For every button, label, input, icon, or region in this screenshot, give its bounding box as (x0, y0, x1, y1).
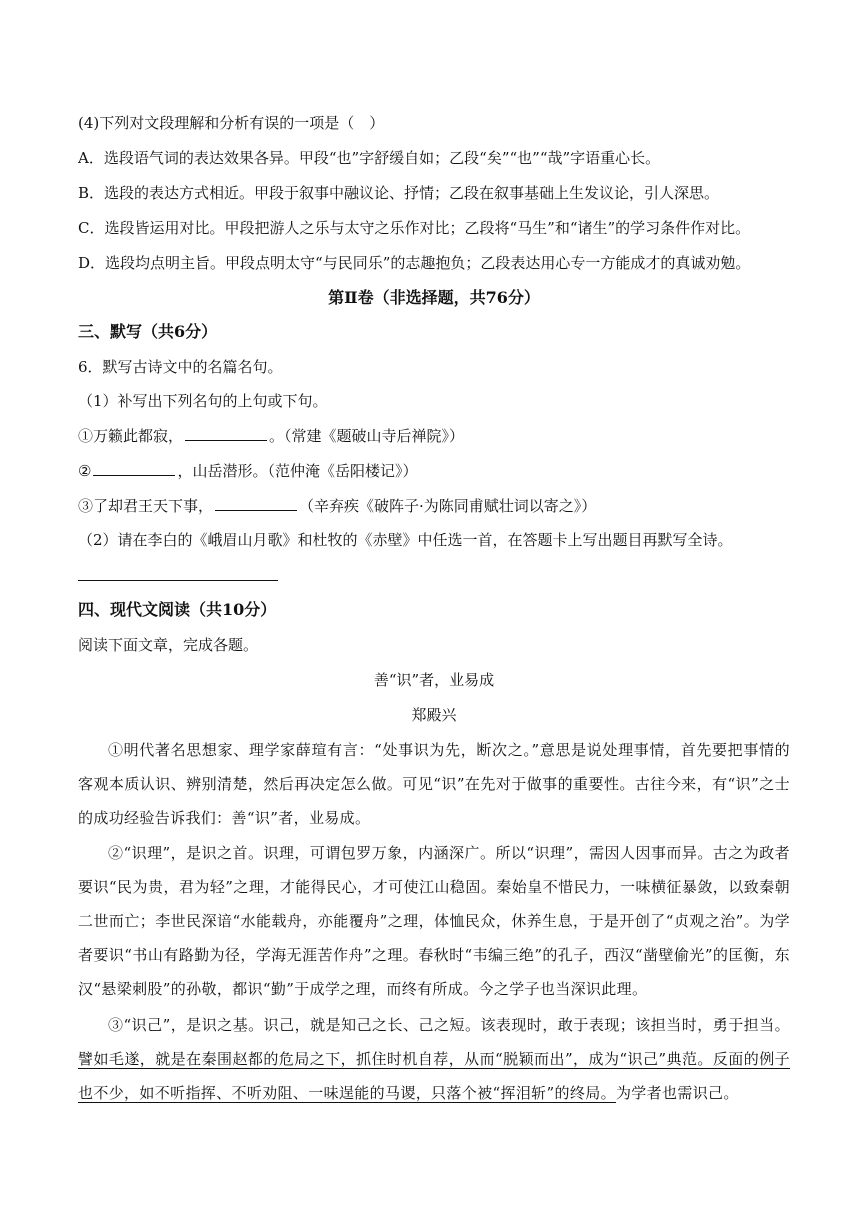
option-b: B．选段的表达方式相近。甲段于叙事中融议论、抒情；乙段在叙事基础上生发议论，引人深思。 (78, 184, 720, 202)
fill-item-2-prefix: ② (78, 462, 92, 480)
fill-item-2-suffix: ，山岳潜形。（范仲淹《岳阳楼记》） (177, 462, 418, 480)
question-6: 6．默写古诗文中的名篇名句。 (78, 358, 283, 376)
option-c: C．选段皆运用对比。甲段把游人之乐与太守之乐作对比；乙段将“马生”和“诸生”的学习条件作对比。 (78, 219, 751, 237)
answer-blank-1[interactable] (185, 426, 267, 441)
paragraph-3-end: 为学者也需识己。 (615, 1084, 739, 1102)
article-author: 郑殿兴 (411, 706, 457, 724)
divider-line (78, 580, 278, 581)
article-paragraph-1: ①明代著名思想家、理学家薛瑄有言：“处事识为先，断次之。”意思是说处理事情，首先要把事情的客观本质认识、辨别清楚，然后再决定怎么做。可见“识”在先对于做事的重要性。古往今来，有“识”之士的成功经验告诉我们：善“识”者，业易成。 (78, 741, 790, 827)
fill-item-3 (78, 496, 596, 516)
reading-instruction: 阅读下面文章，完成各题。 (78, 636, 259, 654)
fill-item-3-suffix: （辛弃疾《破阵子·为陈同甫赋壮词以寄之》） (299, 497, 597, 515)
answer-blank-2[interactable] (93, 461, 175, 476)
section-3-title: 三、默写（共6分） (78, 322, 218, 341)
part-2-title: 第Ⅱ卷（非选择题，共76分） (328, 288, 540, 307)
paragraph-3-intro: ③“识己”，是识之基。识己，就是知己之长、己之短。该表现时，敢于表现；该担当时，勇于担当。 (108, 1016, 790, 1034)
option-a: A．选段语气词的表达效果各异。甲段“也”字舒缓自如；乙段“矣”“也”“哉”字语重心长。 (78, 149, 661, 167)
paragraph-3-underlined: 譬如毛遂，就是在秦围赵都的危局之下，抓住时机自荐，从而“脱颖而出”，成为“识己”典范。反面的例子也不少，如不听指挥、不听劝阻、一味逞能的马谡，只落个被“挥泪斩”的终局。 (78, 1050, 790, 1102)
article-paragraph-2: ②“识理”，是识之首。识理，可谓包罗万象，内涵深广。所以“识理”，需因人因事而异。古之为政者要识“民为贵，君为轻”之理，才能得民心，才可使江山稳固。秦始皇不惜民力，一味横征暴敛，以致秦朝二世而亡；李世民深谙“水能载舟，亦能覆舟”之理，体恤民众，休养生息，于是开创了“贞观之治”。为学者要识“书山有路勤为径，学海无涯苦作舟”之理。春秋时“韦编三绝”的孔子，西汉“凿壁偷光”的匡衡，东汉“悬梁刺股”的孙敬，都识“勤”于成学之理，而终有所成。今之学子也当深识此理。 (78, 844, 790, 998)
question-4-stem: (4)下列对文段理解和分析有误的一项是（ ） (78, 114, 385, 132)
fill-item-1 (78, 426, 464, 446)
article-paragraph-3 (78, 1008, 790, 1110)
fill-item-1-prefix: ①万籁此都寂， (78, 427, 184, 445)
fill-item-2 (78, 461, 417, 481)
answer-blank-3[interactable] (215, 496, 297, 511)
question-6-part-1: （1）补写出下列名句的上句或下句。 (78, 392, 328, 410)
article-title: 善“识”者，业易成 (373, 671, 495, 689)
section-4-title: 四、现代文阅读（共10分） (78, 600, 277, 619)
option-d: D．选段均点明主旨。甲段点明太守“与民同乐”的志趣抱负；乙段表达用心专一方能成才的真诚劝勉。 (78, 254, 751, 272)
fill-item-1-suffix: 。（常建《题破山寺后禅院》） (269, 427, 465, 445)
question-6-part-2: （2）请在李白的《峨眉山月歌》和杜牧的《赤壁》中任选一首，在答题卡上写出题目再默写全诗。 (78, 531, 733, 549)
fill-item-3-prefix: ③了却君王天下事， (78, 497, 214, 515)
